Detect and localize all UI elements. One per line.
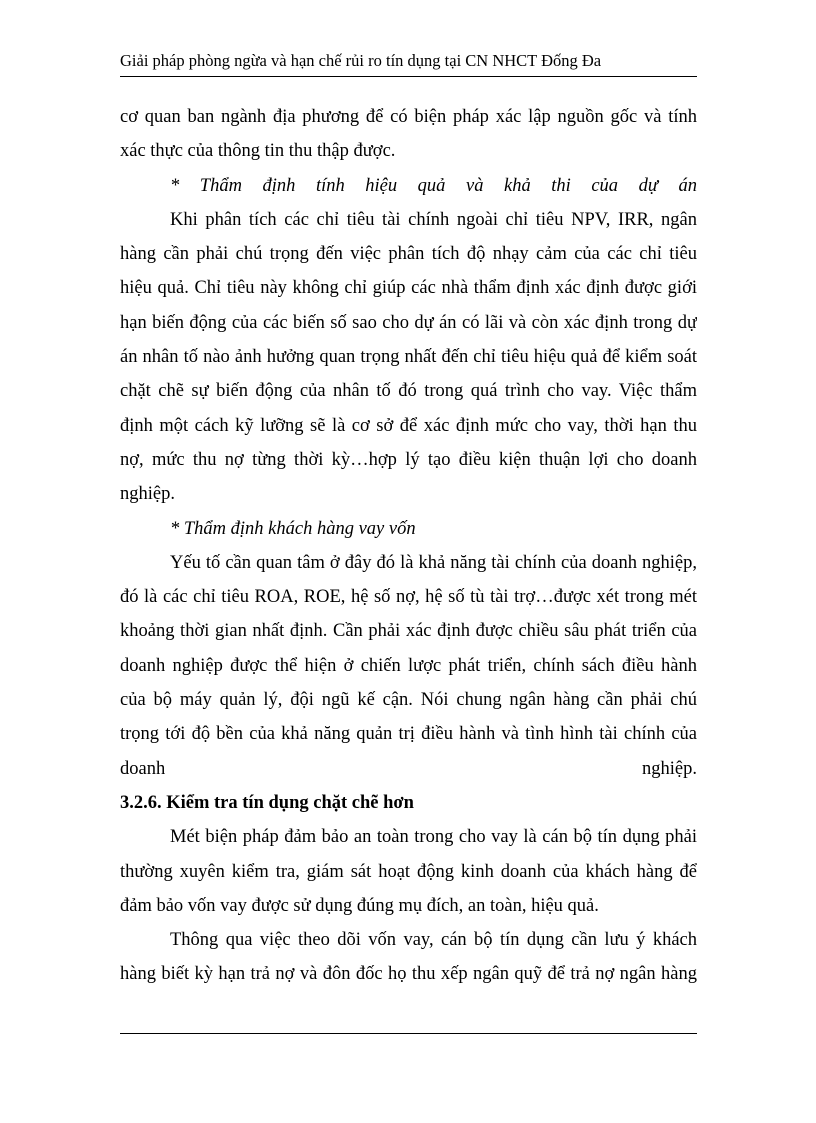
page-header-title: Giải pháp phòng ngừa và hạn chế rủi ro tín dụng tại CN NHCT Đống Đa bbox=[120, 51, 602, 70]
body-line: chặt chẽ sự biến động của nhân tố đó trong quá trình cho vay. Việc thẩm bbox=[120, 381, 697, 402]
document-body bbox=[120, 100, 697, 992]
body-line: nghiệp. bbox=[120, 484, 175, 505]
body-line: trọng tới độ bền của khả năng quản trị điều hành và tình hình tài chính của bbox=[120, 724, 697, 745]
body-line: xác thực của thông tin thu thập được. bbox=[120, 141, 396, 162]
body-line: của bộ máy quản lý, đội ngũ kế cận. Nói chung ngân hàng cần phải chú bbox=[120, 690, 697, 711]
body-line: đảm bảo vốn vay được sử dụng đúng mụ đích, an toàn, hiệu quả. bbox=[120, 895, 599, 916]
body-line: định một cách kỹ lưỡng sẽ là cơ sở để xác định mức cho vay, thời hạn thu bbox=[120, 415, 697, 436]
body-line: Mét biện pháp đảm bảo an toàn trong cho vay là cán bộ tín dụng phải bbox=[170, 827, 697, 848]
body-line: doanh nghiệp được thể hiện ở chiến lược phát triển, chính sách điều hành bbox=[120, 655, 697, 676]
body-line: hiệu quả. Chỉ tiêu này không chỉ giúp các nhà thẩm định xác định được giới bbox=[120, 278, 697, 299]
subheading-borrower-appraisal: * Thẩm định khách hàng vay vốn bbox=[170, 518, 416, 539]
body-line: thường xuyên kiểm tra, giám sát hoạt động kinh doanh của khách hàng để bbox=[120, 861, 697, 882]
body-line: Yếu tố cần quan tâm ở đây đó là khả năng tài chính của doanh nghiệp, bbox=[170, 552, 697, 573]
body-line: hạn biến động của các biến số sao cho dự án có lãi và còn xác định trong dự bbox=[120, 312, 697, 333]
body-line: hàng biết kỳ hạn trả nợ và đôn đốc họ thu xếp ngân quỹ để trả nợ ngân hàng bbox=[120, 964, 697, 985]
section-heading: 3.2.6. Kiểm tra tín dụng chặt chẽ hơn bbox=[120, 792, 414, 813]
footer-divider bbox=[120, 1033, 697, 1034]
header-divider bbox=[120, 76, 697, 77]
body-line: đó là các chỉ tiêu ROA, ROE, hệ số nợ, hệ số tù tài trợ…được xét trong mét bbox=[120, 587, 697, 608]
body-line: án nhân tố nào ảnh hưởng quan trọng nhất đến chỉ tiêu hiệu quả để kiểm soát bbox=[120, 347, 697, 368]
subheading-project-appraisal: * Thẩm định tính hiệu quả và khả thi của dự án bbox=[170, 175, 697, 196]
body-line: Thông qua việc theo dõi vốn vay, cán bộ tín dụng cần lưu ý khách bbox=[170, 930, 697, 951]
body-line: hàng cần phải chú trọng đến việc phân tích độ nhạy cảm của các chỉ tiêu bbox=[120, 244, 697, 265]
body-line: khoảng thời gian nhất định. Cần phải xác định được chiều sâu phát triển của bbox=[120, 621, 697, 642]
body-line: doanh nghiệp. bbox=[120, 758, 697, 779]
body-line: Khi phân tích các chỉ tiêu tài chính ngoài chỉ tiêu NPV, IRR, ngân bbox=[170, 209, 697, 230]
body-line: nợ, mức thu nợ từng thời kỳ…hợp lý tạo điều kiện thuận lợi cho doanh bbox=[120, 449, 697, 470]
body-line: cơ quan ban ngành địa phương để có biện pháp xác lập nguồn gốc và tính bbox=[120, 107, 697, 127]
